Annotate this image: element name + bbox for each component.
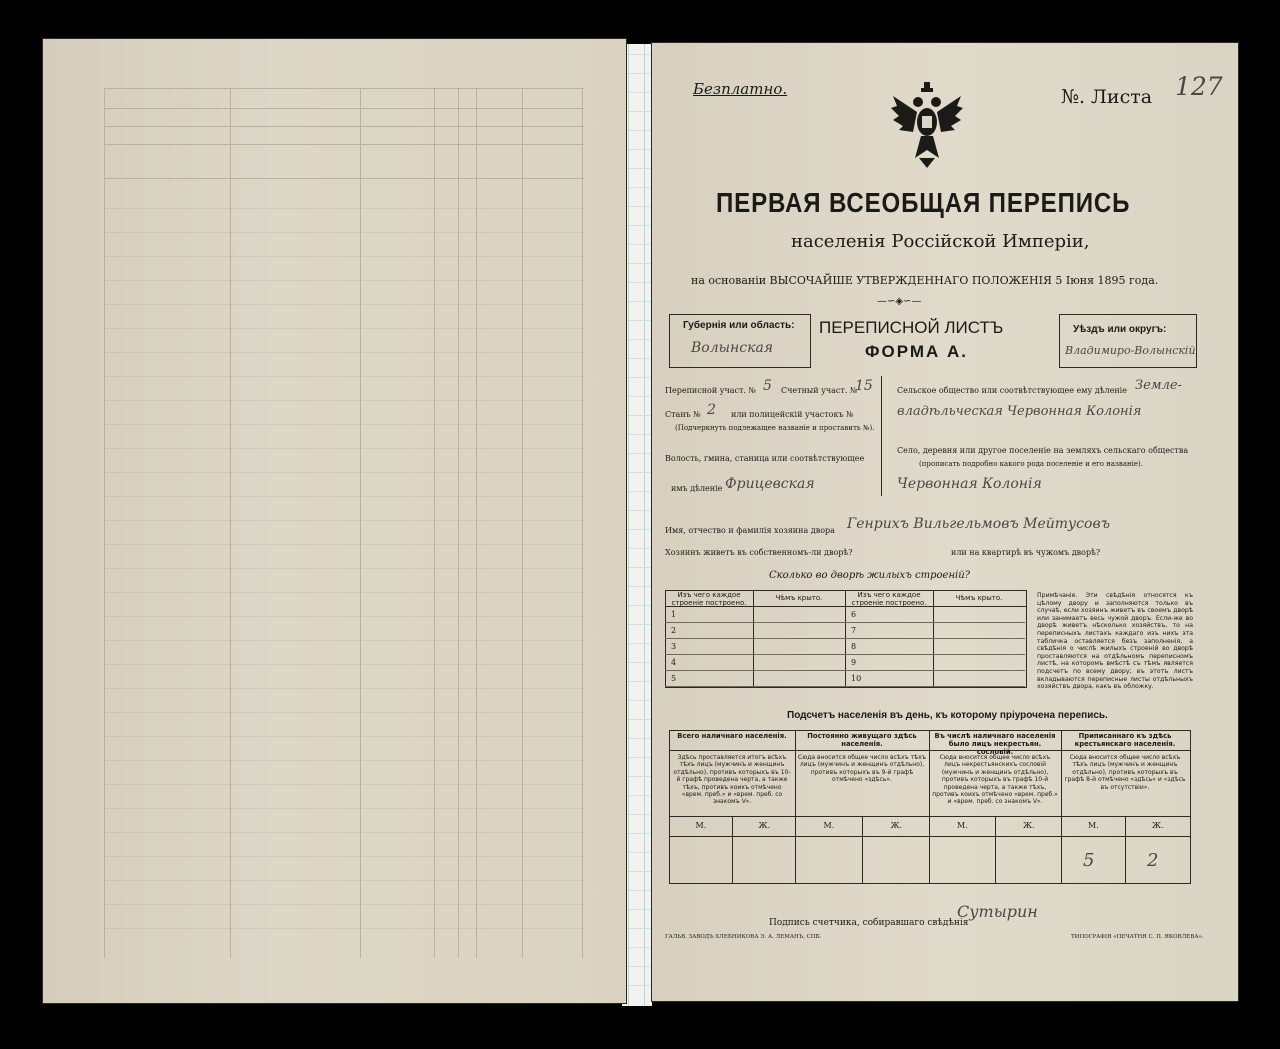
summary-description: Сюда вносится общее число всѣхъ тѣхъ лицъ (мужчинъ и женщинъ отдѣльно), противъ которыхъ въ графѣ 8-й отмѣчено «здѣсь» и «здѣсь въ отсутствіи». <box>1064 754 1186 791</box>
ghost-row-line <box>104 880 584 881</box>
census-basis-line: на основаніи ВЫСОЧАЙШЕ УТВЕРЖДЕННАГО ПОЛОЖЕНІЯ 5 Іюня 1895 года. <box>691 274 1159 287</box>
summary-description: Сюда вносится общее число всѣхъ лицъ некрестьянскихъ сословій (мужчинъ и женщинъ отдѣльно), противъ которыхъ въ графѣ 10-й проведена черта, а также тѣхъ, противъ коихъ отмѣчено «врем. преб.» и «врем. преб. со знакомъ V». <box>932 754 1058 806</box>
left-page-back-side <box>42 38 627 1004</box>
buildings-row-line <box>665 670 845 671</box>
summary-col-sep <box>795 730 796 883</box>
ghost-grid-line <box>434 88 435 958</box>
counter-signature: Сутырин <box>957 902 1038 921</box>
ghost-grid-line <box>476 88 477 958</box>
ghost-row-line <box>104 592 584 593</box>
perepisnoy-label: Переписной участ. № <box>665 386 757 395</box>
summary-mz-sep <box>995 816 996 883</box>
buildings-row-line <box>665 686 845 687</box>
summary-zh-label: Ж. <box>890 821 903 830</box>
ghost-row-line <box>104 496 584 497</box>
ghost-grid-line <box>230 88 231 958</box>
ghost-grid-line <box>458 88 459 958</box>
or-label: или на квартирѣ въ чужомъ дворѣ? <box>951 548 1101 557</box>
schetny-value: 15 <box>855 378 873 394</box>
summary-col-sep <box>929 730 930 883</box>
ghost-row-line <box>104 832 584 833</box>
summary-header: Постоянно живущаго здѣсь населенія. <box>807 732 917 748</box>
free-of-charge-label: Безплатно. <box>693 80 788 98</box>
schetny-label: Счетный участ. № <box>781 386 858 395</box>
buildings-row-number: 7 <box>851 626 857 635</box>
form-a-title: ФОРМА А. <box>865 342 969 361</box>
printer-left: ГАЛЬВ. ЗАВОДЪ ХЛЕБНИКОВА Э. А. ЛЕМАНЪ, СПБ. <box>665 934 822 940</box>
uezd-value: Владимиро-Волынскій <box>1065 344 1196 357</box>
buildings-row-number: 8 <box>851 642 857 651</box>
buildings-col-material-right: Изъ чего каждое строеніе построено. <box>851 591 927 607</box>
summary-m-label: М. <box>957 821 968 830</box>
underline-note: (Подчеркнуть подлежащее названіе и проставить №). <box>675 424 875 432</box>
owner-label: Имя, отчество и фамилія хозяина двора <box>665 526 835 535</box>
ghost-row-line <box>104 736 584 737</box>
ghost-row-line <box>104 856 584 857</box>
summary-zh-label: Ж. <box>1023 821 1035 830</box>
selskoe-value-1: Земле- <box>1135 378 1182 393</box>
buildings-row-number: 3 <box>671 642 677 651</box>
ghost-row-line <box>104 904 584 905</box>
ghost-grid-line <box>104 88 584 89</box>
sheet-title: ПЕРЕПИСНОЙ ЛИСТЪ <box>819 318 1004 337</box>
ghost-grid-line <box>104 144 584 145</box>
field-block-divider <box>881 376 882 496</box>
gubernia-label: Губернія или область: <box>683 320 795 331</box>
buildings-row-number: 6 <box>851 610 857 619</box>
ghost-row-line <box>104 400 584 401</box>
ghost-row-line <box>104 712 584 713</box>
summary-mz-sep <box>862 816 863 883</box>
buildings-row-number: 1 <box>671 610 677 619</box>
sheet-number-label: №. Листа <box>1061 86 1153 108</box>
buildings-col-roof: Чѣмъ крыто. <box>775 594 823 602</box>
owner-value: Генрихъ Вильгельмовъ Мейтусовъ <box>847 516 1110 532</box>
ghost-row-line <box>104 688 584 689</box>
ghost-row-line <box>104 760 584 761</box>
buildings-row-line <box>845 622 1025 623</box>
lives-label: Хозяинъ живетъ въ собственномъ-ли дворѣ? <box>665 548 853 557</box>
ghost-row-line <box>104 568 584 569</box>
selskoe-label: Сельское общество или соотвѣтствующее ему дѣленіе <box>897 386 1127 395</box>
ghost-row-line <box>104 424 584 425</box>
selo-value: Червонная Колонія <box>897 476 1042 492</box>
ghost-row-line <box>104 304 584 305</box>
ghost-row-line <box>104 640 584 641</box>
ghost-grid-line <box>104 108 584 109</box>
ghost-grid-line <box>104 178 584 179</box>
summary-zh-label: Ж. <box>1152 821 1164 830</box>
ghost-row-line <box>104 664 584 665</box>
summary-description: Здѣсь проставляется итогъ всѣхъ тѣхъ лицъ (мужчинъ и женщинъ отдѣльно), противъ которыхъ въ 10-й графѣ проведена черта, а также тѣхъ, противъ коихъ отмѣчено «врем. преб.» и «врем. преб. со знакомъ V». <box>673 754 791 806</box>
ghost-grid-line <box>104 88 105 958</box>
buildings-label: Сколько во дворѣ жилыхъ строеній? <box>769 570 971 581</box>
ghost-row-line <box>104 448 584 449</box>
uezd-label: Уѣздъ или округъ: <box>1073 324 1167 335</box>
census-main-title: ПЕРВАЯ ВСЕОБЩАЯ ПЕРЕПИСЬ <box>716 187 1131 218</box>
summary-value-zh: 2 <box>1147 850 1159 871</box>
summary-mz-sep <box>732 816 733 883</box>
ghost-row-line <box>104 232 584 233</box>
sheet-number-handwritten: 127 <box>1175 72 1223 101</box>
buildings-col-roof-right: Чѣмъ крыто. <box>955 594 1003 602</box>
summary-zh-label: Ж. <box>758 821 771 830</box>
selo-label: Село, деревня или другое поселеніе на земляхъ сельскаго общества <box>897 446 1189 455</box>
summary-header: Всего наличнаго населенія. <box>677 732 787 740</box>
summary-header: Въ числѣ наличнаго населенія было лицъ некрестьян. сословій. <box>934 732 1056 756</box>
selskoe-value-2: владѣльческая Червонная Колонія <box>897 404 1142 419</box>
ghost-row-line <box>104 328 584 329</box>
volost-value: Фрицевская <box>725 476 815 492</box>
selo-note: (прописать подробно какого рода поселеніе и его названіе). <box>919 460 1143 468</box>
buildings-row-number: 2 <box>671 626 677 635</box>
summary-m-label: М. <box>1088 821 1099 830</box>
buildings-row-line <box>845 670 1025 671</box>
uezd-box <box>1059 314 1197 368</box>
summary-header-line <box>669 750 1191 751</box>
ghost-row-line <box>104 928 584 929</box>
summary-value-m: 5 <box>1083 850 1095 871</box>
spine-line <box>644 44 645 1006</box>
buildings-col-material: Изъ чего каждое строеніе построено. <box>671 591 747 607</box>
summary-mz-sep <box>1125 816 1126 883</box>
summary-header: Приписаннаго къ здѣсь крестьянскаго населенія. <box>1074 732 1176 748</box>
ghost-row-line <box>104 352 584 353</box>
ghost-grid-line <box>360 88 361 958</box>
gubernia-value: Волынская <box>691 340 774 356</box>
buildings-row-line <box>845 686 1025 687</box>
stan-label: Станъ № <box>665 410 701 419</box>
buildings-row-line <box>665 638 845 639</box>
volost-label-1: Волость, гмина, станица или соотвѣтствующее <box>665 454 865 463</box>
buildings-row-number: 10 <box>851 674 862 683</box>
census-form-page <box>651 42 1239 1002</box>
ghost-row-line <box>104 616 584 617</box>
summary-m-label: М. <box>695 821 707 830</box>
ghost-grid-line <box>582 88 583 958</box>
buildings-note: Примѣчаніе. Эти свѣдѣнія относятся къ цѣлому двору и заполняются только въ случаѣ, если хозяинъ живетъ въ своемъ дворѣ или занимаетъ весь чужой дворъ. Если-же во дворѣ живетъ нѣсколько хозяйствъ, то на переписныхъ листахъ каждаго изъ нихъ эта табличка оставляется безъ заполненія, а свѣдѣнія о числѣ жилыхъ строеній во дворѣ проставляются на отдѣльномъ переписномъ листѣ, на которомъ вмѣстѣ съ тѣмъ является подсчетъ по всему двору; въ этотъ листъ вкладываются переписные листы отдѣльныхъ хозяйствъ двора, какъ въ обложку. <box>1037 592 1193 691</box>
ghost-row-line <box>104 472 584 473</box>
census-subtitle: населенія Россійской Имперіи, <box>791 231 1090 252</box>
ghost-grid-line <box>104 126 584 127</box>
summary-description: Сюда вносится общее число всѣхъ тѣхъ лицъ (мужчинъ и женщинъ отдѣльно), противъ которыхъ въ 9-й графѣ отмѣчено «здѣсь». <box>798 754 926 784</box>
volost-label-2: имъ дѣленіе <box>671 484 723 493</box>
buildings-row-line <box>845 654 1025 655</box>
summary-title: Подсчетъ населенія въ день, къ которому пріурочена перепись. <box>787 710 1108 721</box>
buildings-row-number: 5 <box>671 674 677 683</box>
summary-mz-line <box>669 816 1191 817</box>
buildings-row-line <box>845 638 1025 639</box>
ghost-row-line <box>104 784 584 785</box>
police-label: или полицейскій участокъ № <box>731 410 854 419</box>
signature-label: Подпись счетчика, собиравшаго свѣдѣнія <box>769 918 969 928</box>
ghost-row-line <box>104 808 584 809</box>
ghost-row-line <box>104 208 584 209</box>
spine-line <box>628 44 629 1006</box>
ghost-row-line <box>104 376 584 377</box>
buildings-row-number: 4 <box>671 658 677 667</box>
ghost-grid-line <box>522 88 523 958</box>
ghost-row-line <box>104 280 584 281</box>
buildings-row-line <box>665 622 845 623</box>
stan-value: 2 <box>707 402 716 418</box>
ghost-row-line <box>104 256 584 257</box>
ghost-row-line <box>104 544 584 545</box>
ghost-row-line <box>104 520 584 521</box>
ornament-divider: —∽◈∽— <box>877 296 922 307</box>
imperial-eagle-emblem <box>891 82 963 168</box>
summary-mz-bottom <box>669 836 1191 837</box>
buildings-row-line <box>665 654 845 655</box>
summary-col-sep <box>1061 730 1062 883</box>
perepisnoy-value: 5 <box>763 378 772 394</box>
summary-m-label: М. <box>823 821 835 830</box>
buildings-row-number: 9 <box>851 658 857 667</box>
printer-right: ТИПОГРАФІЯ «ПЕЧАТНЯ С. П. ЯКОВЛЕВА». <box>1071 934 1204 940</box>
